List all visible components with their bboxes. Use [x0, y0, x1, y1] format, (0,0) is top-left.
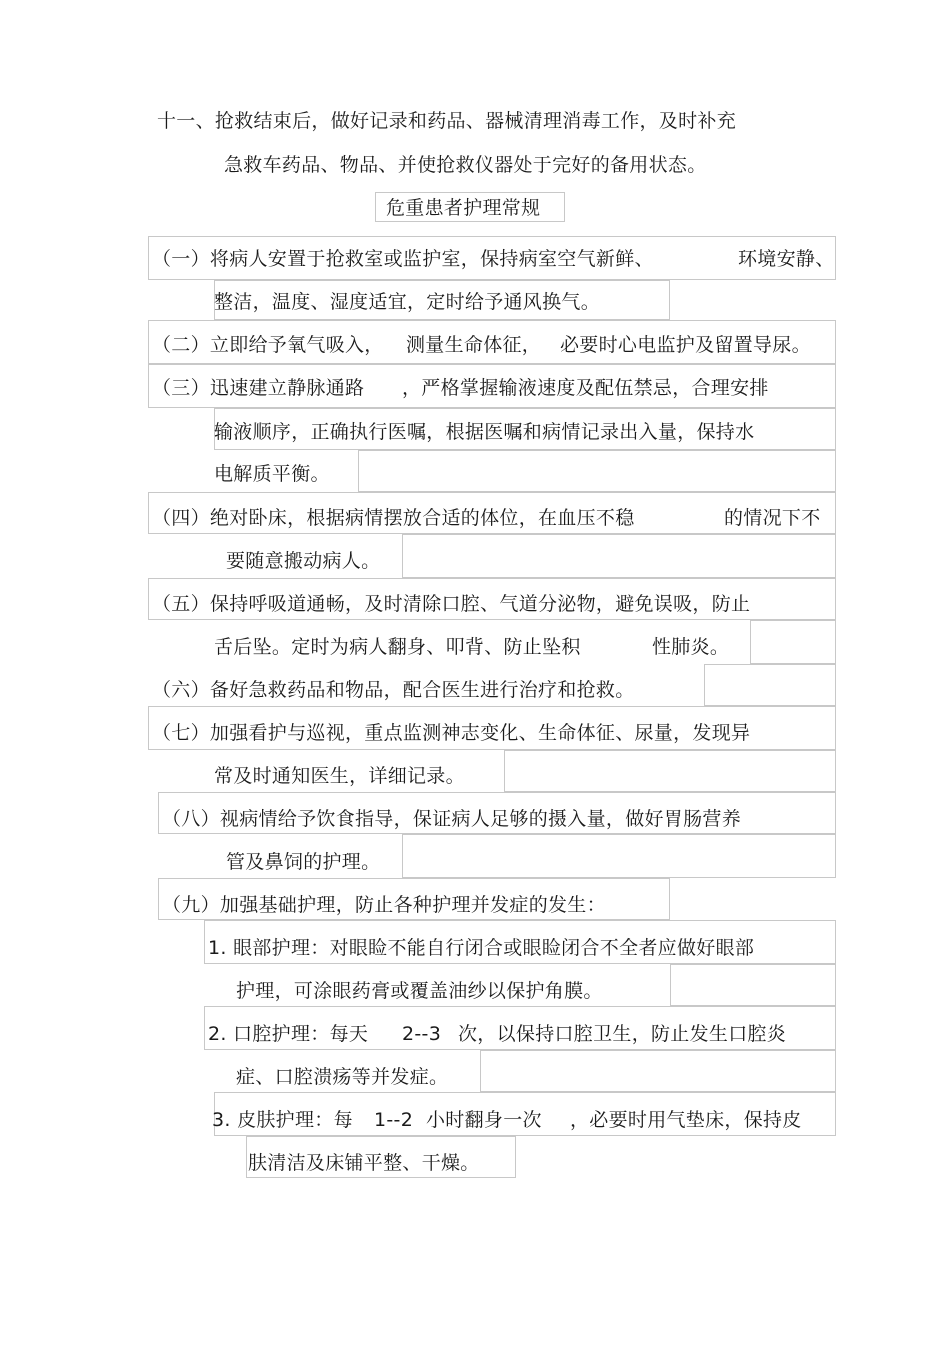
frame-box [402, 834, 836, 878]
item-3-text-a: （三）迅速建立静脉通路 [152, 377, 365, 399]
item-5-text-a: （五）保持呼吸道通畅，及时清除口腔、气道分泌物，避免误吸，防止 [152, 593, 751, 615]
item-9-text-a: （九）加强基础护理，防止各种护理并发症的发生： [162, 894, 606, 916]
item-8-text-a: （八）视病情给予饮食指导，保证病人足够的摄入量，做好胃肠营养 [162, 808, 742, 830]
item-7-text-a: （七）加强看护与巡视，重点监测神志变化、生命体征、尿量，发现异 [152, 722, 751, 744]
frame-box [358, 450, 836, 492]
item-4-text-c: 要随意搬动病人。 [226, 550, 381, 572]
subitem-3-text-a: 3. 皮肤护理：每 [212, 1109, 353, 1131]
item-2-text-c: 必要时心电监护及留置导尿。 [560, 334, 811, 356]
item-1-text-b: 环境安静、 [738, 248, 835, 270]
subitem-3-text-e: 肤清洁及床铺平整、干燥。 [248, 1152, 480, 1174]
subitem-3-text-d: ，必要时用气垫床，保持皮 [570, 1109, 802, 1131]
item-2-text-a: （二）立即给予氧气吸入， [152, 334, 384, 356]
intro-line-1: 十一、抢救结束后，做好记录和药品、器械清理消毒工作，及时补充 [157, 110, 737, 132]
item-3-text-c: 输液顺序，正确执行医嘱，根据医嘱和病情记录出入量，保持水 [214, 421, 755, 443]
subitem-1-text-a: 1. 眼部护理：对眼睑不能自行闭合或眼睑闭合不全者应做好眼部 [208, 937, 755, 959]
item-2-text-b: 测量生命体征， [406, 334, 542, 356]
subitem-3-text-b: 1--2 [374, 1109, 414, 1131]
intro-line-2: 急救车药品、物品、并使抢救仪器处于完好的备用状态。 [224, 154, 707, 176]
item-6-text-a: （六）备好急救药品和物品，配合医生进行治疗和抢救。 [152, 679, 635, 701]
item-4-text-b: 的情况下不 [724, 507, 821, 529]
item-4-text-a: （四）绝对卧床，根据病情摆放合适的体位，在血压不稳 [152, 507, 635, 529]
item-8-text-b: 管及鼻饲的护理。 [226, 851, 381, 873]
subitem-2-text-d: 症、口腔溃疡等并发症。 [236, 1066, 449, 1088]
item-1-text-a: （一）将病人安置于抢救室或监护室，保持病室空气新鲜、 [152, 248, 654, 270]
item-5-text-c: 性肺炎。 [652, 636, 730, 658]
subitem-2-text-a: 2. 口腔护理：每天 [208, 1023, 369, 1045]
subitem-2-text-b: 2--3 [402, 1023, 442, 1045]
frame-box [750, 620, 836, 664]
frame-box [704, 664, 836, 706]
subitem-1-text-b: 护理，可涂眼药膏或覆盖油纱以保护角膜。 [236, 980, 603, 1002]
frame-box [480, 1050, 836, 1092]
item-7-text-b: 常及时通知医生，详细记录。 [214, 765, 465, 787]
item-3-text-b: ，严格掌握输液速度及配伍禁忌，合理安排 [402, 377, 769, 399]
section-title: 危重患者护理常规 [386, 197, 541, 219]
frame-box [670, 964, 836, 1006]
subitem-2-text-c: 次，以保持口腔卫生，防止发生口腔炎 [458, 1023, 787, 1045]
frame-box [504, 750, 836, 792]
frame-box [402, 534, 836, 578]
item-3-text-d: 电解质平衡。 [214, 463, 330, 485]
item-5-text-b: 舌后坠。定时为病人翻身、叩背、防止坠积 [214, 636, 581, 658]
item-1-text-c: 整洁，温度、湿度适宜，定时给予通风换气。 [214, 291, 601, 313]
subitem-3-text-c: 小时翻身一次 [426, 1109, 542, 1131]
